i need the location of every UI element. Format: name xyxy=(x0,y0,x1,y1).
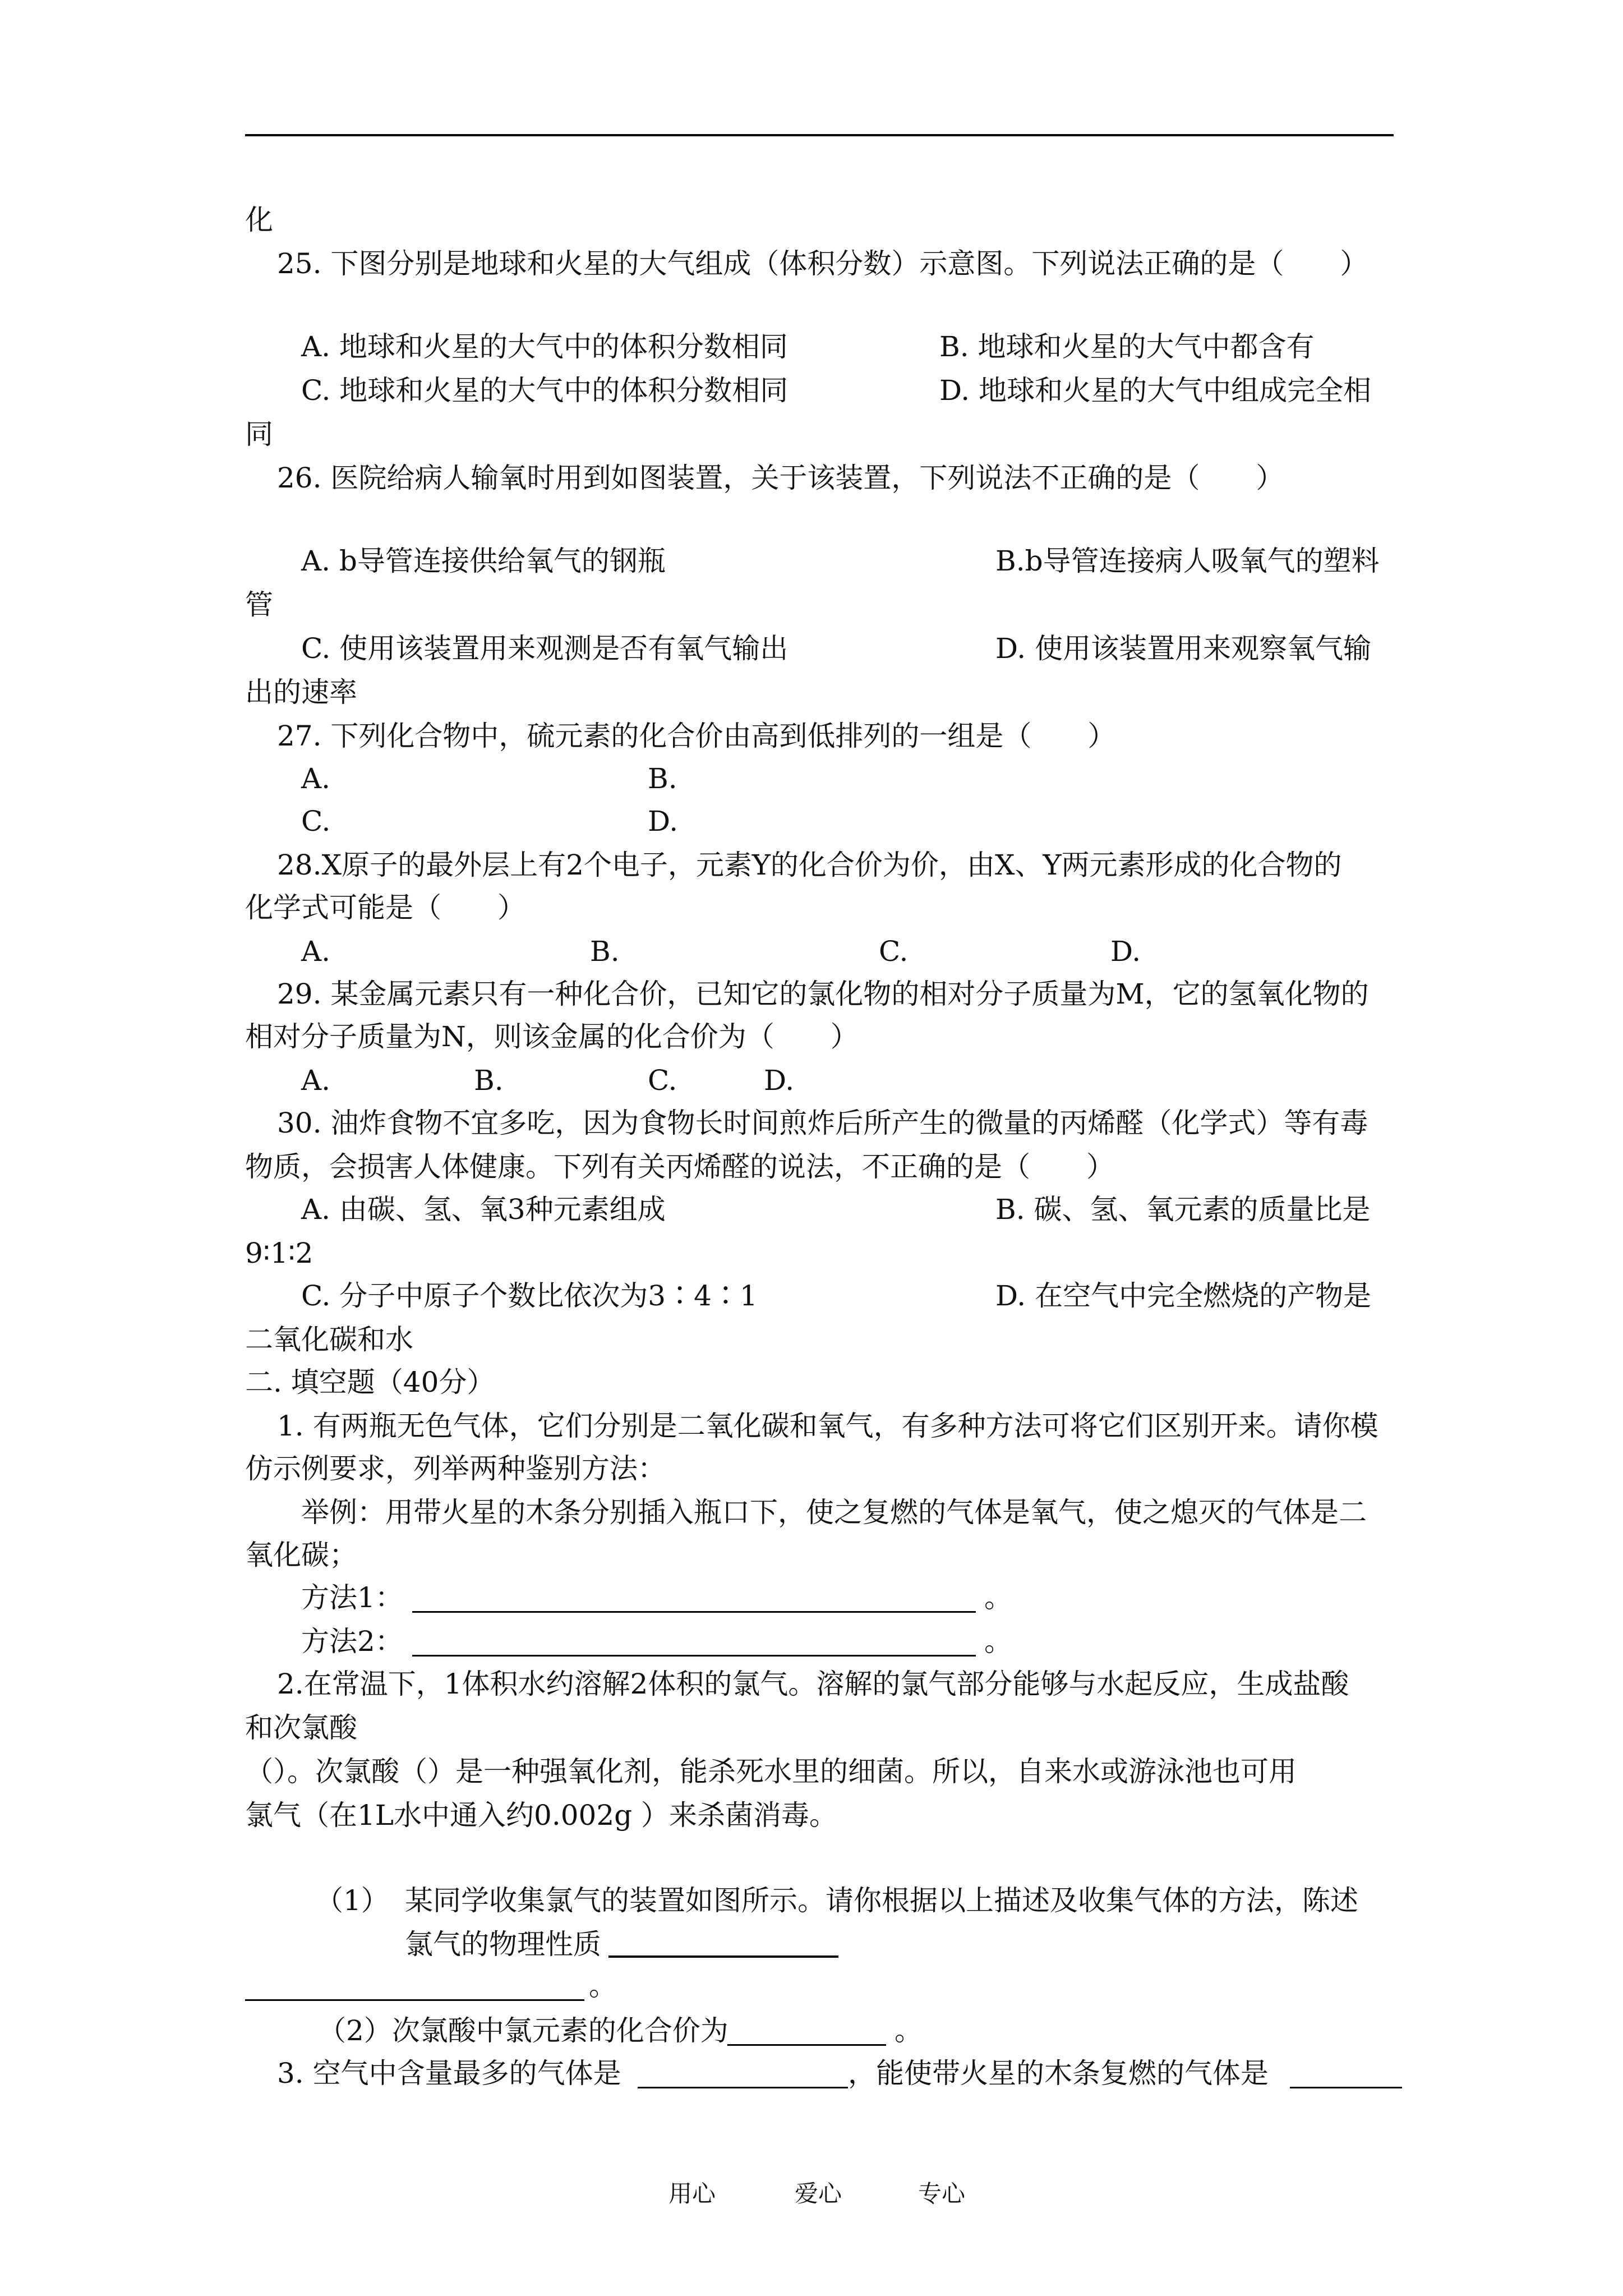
text-line: （）。次氯酸（）是一种强氧化剂，能杀死水里的细菌。所以，自来水或游泳池也可用 xyxy=(245,1755,1297,1788)
option-30a: A. 由碳、氢、氧3种元素组成 xyxy=(301,1193,666,1226)
text-line: 仿示例要求，列举两种鉴别方法： xyxy=(245,1452,666,1485)
option-26d: D. 使用该装置用来观察氧气输 xyxy=(995,632,1372,665)
question-25: 25. 下图分别是地球和火星的大气组成（体积分数）示意图。下列说法正确的是（ ） xyxy=(277,247,1368,280)
question-30: 30. 油炸食物不宜多吃，因为食物长时间煎炸后所产生的微量的丙烯醛（化学式）等有毒 xyxy=(277,1107,1368,1139)
option-28b: B. xyxy=(590,935,620,968)
option-27a: A. xyxy=(301,762,331,795)
method-2-blank[interactable] xyxy=(412,1655,976,1657)
method-2-label: 方法2： xyxy=(301,1625,403,1658)
footer-label: 用心 xyxy=(668,2180,716,2207)
text-line: 化学式可能是（ ） xyxy=(245,891,525,924)
example-text: 举例：用带火星的木条分别插入瓶口下，使之复燃的气体是氧气，使之熄灭的气体是二 xyxy=(301,1496,1367,1529)
text-line: 物质，会损害人体健康。下列有关丙烯醛的说法，不正确的是（ ） xyxy=(245,1151,1114,1183)
footer-label: 专心 xyxy=(918,2180,966,2207)
footer-label: 爱心 xyxy=(795,2180,842,2207)
text-line: 出的速率 xyxy=(245,676,357,708)
text-line: 相对分子质量为N，则该金属的化合价为（ ） xyxy=(245,1020,859,1053)
fill-question-1: 1. 有两瓶无色气体，它们分别是二氧化碳和氧气，有多种方法可将它们区别开来。请你模 xyxy=(277,1410,1378,1442)
option-30b: B. 碳、氢、氧元素的质量比是 xyxy=(995,1193,1371,1226)
text-line: 二氧化碳和水 xyxy=(245,1323,413,1356)
option-30c: C. 分子中原子个数比依次为3∶4∶1 xyxy=(301,1280,758,1312)
text-line: ，能使带火星的木条复燃的气体是 xyxy=(848,2057,1269,2090)
question-27: 27. 下列化合物中，硫元素的化合价由高到低排列的一组是（ ） xyxy=(277,720,1116,752)
option-29d: D. xyxy=(764,1064,795,1097)
option-27c: C. xyxy=(301,805,331,838)
text-line: 化 xyxy=(245,204,273,236)
option-29c: C. xyxy=(648,1064,677,1097)
subquestion-2-text: （2）次氯酸中氯元素的化合价为 xyxy=(318,2014,728,2047)
option-29a: A. xyxy=(301,1064,331,1097)
option-26a: A. b导管连接供给氧气的钢瓶 xyxy=(301,545,666,577)
option-26c: C. 使用该装置用来观测是否有氧气输出 xyxy=(301,632,789,665)
text-line: 同 xyxy=(245,418,273,450)
text-line: 氯气（在1L水中通入约0.002g ）来杀菌消毒。 xyxy=(245,1799,838,1832)
question-26: 26. 医院给病人输氧时用到如图装置，关于该装置，下列说法不正确的是（ ） xyxy=(277,462,1284,494)
text-line: 管 xyxy=(245,588,273,621)
option-28d: D. xyxy=(1110,935,1141,968)
text-line: 氯气的物理性质 xyxy=(405,1928,601,1961)
text-line: 。 xyxy=(589,1970,617,2002)
fill-question-3: 3. 空气中含量最多的气体是 xyxy=(277,2057,621,2090)
option-25b: B. 地球和火星的大气中都含有 xyxy=(939,330,1315,363)
option-25d: D. 地球和火星的大气中组成完全相 xyxy=(939,374,1372,407)
option-29b: B. xyxy=(474,1064,504,1097)
option-28a: A. xyxy=(301,935,331,968)
text-line: 。 xyxy=(984,1581,1012,1614)
option-25c: C. 地球和火星的大气中的体积分数相同 xyxy=(301,374,789,407)
option-28c: C. xyxy=(879,935,909,968)
section-title: 二. 填空题（40分） xyxy=(245,1366,495,1398)
subquestion-1-text: 某同学收集氯气的装置如图所示。请你根据以上描述及收集气体的方法，陈述 xyxy=(405,1884,1358,1917)
option-30d: D. 在空气中完全燃烧的产物是 xyxy=(995,1280,1372,1312)
valence-blank[interactable] xyxy=(727,2044,886,2046)
text-line: 和次氯酸 xyxy=(245,1711,357,1744)
option-26b: B.b导管连接病人吸氧气的塑料 xyxy=(995,545,1380,577)
text-line: 。 xyxy=(984,1625,1012,1658)
physical-property-blank-2[interactable] xyxy=(245,1999,584,2001)
text-line: 。 xyxy=(895,2014,923,2047)
option-27d: D. xyxy=(648,805,679,838)
text-line: 氧化碳； xyxy=(245,1539,357,1571)
option-25a: A. 地球和火星的大气中的体积分数相同 xyxy=(301,330,788,363)
most-abundant-gas-blank[interactable] xyxy=(638,2087,848,2088)
method-1-label: 方法1： xyxy=(301,1581,403,1614)
text-line: 9∶1∶2 xyxy=(245,1237,313,1269)
rekindle-gas-blank[interactable] xyxy=(1290,2087,1402,2088)
question-29: 29. 某金属元素只有一种化合价，已知它的氯化物的相对分子质量为M，它的氢氧化物的 xyxy=(277,978,1369,1010)
physical-property-blank[interactable] xyxy=(608,1955,838,1958)
option-27b: B. xyxy=(648,762,677,795)
header-rule xyxy=(245,134,1394,136)
fill-question-2: 2.在常温下，1体积水约溶解2体积的氯气。溶解的氯气部分能够与水起反应，生成盐酸 xyxy=(277,1668,1349,1700)
method-1-blank[interactable] xyxy=(412,1611,976,1613)
subquestion-1-number: （1） xyxy=(315,1884,389,1917)
question-28: 28.X原子的最外层上有2个电子，元素Y的化合价为价，由X、Y两元素形成的化合物的 xyxy=(277,849,1342,881)
